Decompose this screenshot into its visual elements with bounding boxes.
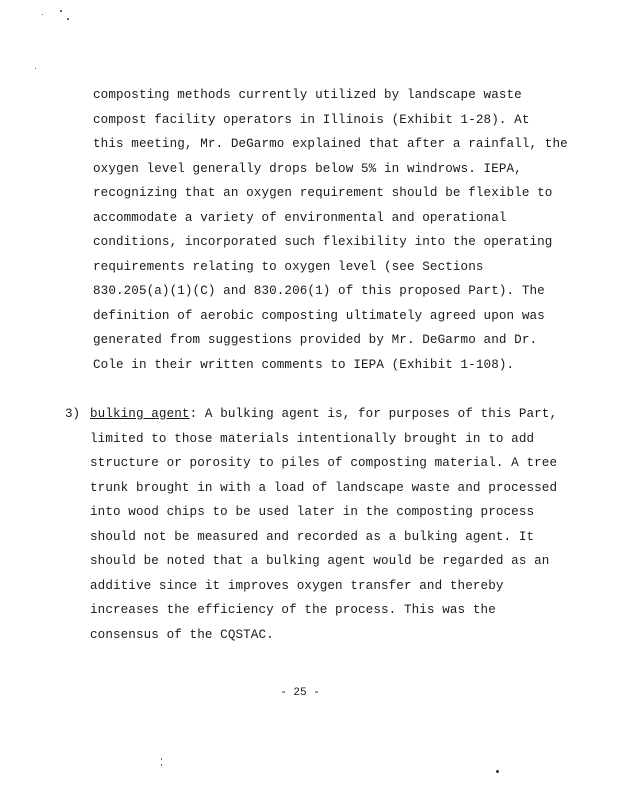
scan-speck — [67, 18, 69, 20]
text-line: 830.205(a)(1)(C) and 830.206(1) of this proposed Part). The — [93, 284, 545, 298]
text-line: requirements relating to oxygen level (see Sections — [93, 259, 484, 274]
text-line: additive since it improves oxygen transfer and thereby — [90, 578, 504, 593]
text-line: accommodate a variety of environmental and operational — [93, 210, 507, 225]
scan-speck — [42, 14, 43, 15]
text-line: compost facility operators in Illinois (Exhibit 1-28). At — [93, 112, 530, 127]
text-line: conditions, incorporated such flexibility into the operating — [93, 235, 553, 249]
scan-speck — [496, 770, 499, 773]
text-line: Cole in their written comments to IEPA (Exhibit 1-108). — [93, 357, 515, 372]
text-line: should be noted that a bulking agent would be regarded as an — [90, 554, 550, 568]
text-line: composting methods currently utilized by landscape waste — [93, 88, 522, 102]
text-line: consensus of the CQSTAC. — [90, 627, 274, 642]
text-line: recognizing that an oxygen requirement should be flexible to — [93, 186, 553, 200]
definition-first-line — [90, 402, 557, 427]
definition-bulking-agent — [90, 402, 557, 647]
definition-first-line-text: : A bulking agent is, for purposes of this Part, — [189, 407, 558, 421]
list-item-marker: 3) — [65, 407, 81, 421]
page-number: - 25 - — [280, 687, 320, 699]
text-line: into wood chips to be used later in the composting process — [90, 505, 535, 519]
continued-paragraph — [93, 83, 568, 377]
text-line: trunk brought in with a load of landscape waste and processed — [90, 480, 558, 495]
scan-speck — [161, 758, 162, 760]
text-line: should not be measured and recorded as a bulking agent. It — [90, 529, 535, 544]
scan-speck — [60, 10, 62, 12]
scan-speck — [161, 764, 162, 766]
text-line: generated from suggestions provided by Mr. DeGarmo and Dr. — [93, 333, 538, 347]
scan-speck — [35, 68, 36, 69]
defined-term: bulking agent — [90, 407, 190, 421]
text-line: this meeting, Mr. DeGarmo explained that after a rainfall, the — [93, 137, 568, 151]
text-line: oxygen level generally drops below 5% in windrows. IEPA, — [93, 161, 522, 176]
text-line: definition of aerobic composting ultimately agreed upon was — [93, 308, 545, 323]
text-line: increases the efficiency of the process. This was the — [90, 603, 496, 617]
text-line: limited to those materials intentionally brought in to add — [90, 431, 535, 446]
text-line: structure or porosity to piles of composting material. A tree — [90, 456, 558, 470]
